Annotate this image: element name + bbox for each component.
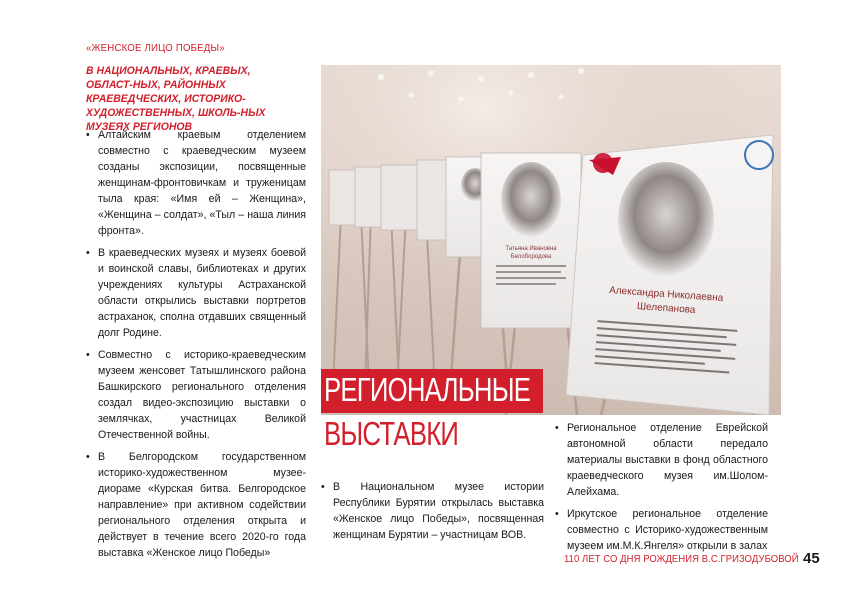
poster-name-1: Александра Николаевна — [608, 285, 724, 304]
left-column — [86, 127, 306, 567]
list-item: • Региональное отделение Еврейской автономной области передало материалы выставки в фонд областного краеведческого музея им.Шолом-Алейхама. — [555, 420, 768, 500]
list-item: • В Белгородском государственном историко-художественном музее-диораме «Курская битва. Белгородское направление» при активном содействии регионального отделения открыта и действует в течение всего 2020-го года выставка «Женское лицо Победы» — [86, 449, 306, 561]
exhibition-photo — [321, 65, 781, 415]
list-item: • В краеведческих музеях и музеях боевой и воинской славы, библиотеках и других учреждениях культуры Астраханской области открылись выставки портретов астраханок, сполна отдавших священный долг Родине. — [86, 245, 306, 341]
poster-name-2: Шелепанова — [636, 300, 696, 317]
poster-name-small-1: Татьяна Ивановна — [505, 246, 557, 252]
poster-name-small-2: Белобородова — [510, 254, 552, 260]
right-column — [555, 420, 768, 560]
banner-heading-line2: ВЫСТАВКИ — [324, 415, 459, 452]
list-item: • Иркутское региональное отделение совместно с Историко-художественным музеем им.М.К.Янгеля» открыли в залах — [555, 506, 768, 554]
middle-column — [321, 479, 544, 549]
section-title: В НАЦИОНАЛЬНЫХ, КРАЕВЫХ, ОБЛАСТ-НЫХ, РАЙОННЫХ КРАЕВЕДЧЕСКИХ, ИСТОРИКО-ХУДОЖЕСТВЕННЫХ, ШКОЛЬ-НЫХ МУЗЕЯХ РЕГИОНОВ — [86, 65, 266, 133]
list-item: • Алтайским краевым отделением совместно с краеведческим музеем созданы экспозиции, посвященные женщинам-фронтовичкам и труженицам тыла края: «Имя ей – Женщина», «Женщина – солдат», «Тыл – наша линия фронта». — [86, 127, 306, 239]
footer-caption: 110 ЛЕТ СО ДНЯ РОЖДЕНИЯ В.С.ГРИЗОДУБОВОЙ — [564, 553, 799, 565]
page-number: 45 — [803, 550, 820, 567]
list-item: • В Национальном музее истории Республики Бурятии открылась выставка «Женское лицо Победы», посвященная женщинам Бурятии – участницам ВОВ. — [321, 479, 544, 543]
kicker: «ЖЕНСКОЕ ЛИЦО ПОБЕДЫ» — [86, 42, 225, 54]
list-item: • Совместно с историко-краеведческим музеем женсовет Татышлинского района Башкирского регионального отделения создал видео-экспозицию выставки о землячках, участницах Великой Отечественной войны. — [86, 347, 306, 443]
banner-heading-line1: РЕГИОНАЛЬНЫЕ — [324, 371, 531, 408]
